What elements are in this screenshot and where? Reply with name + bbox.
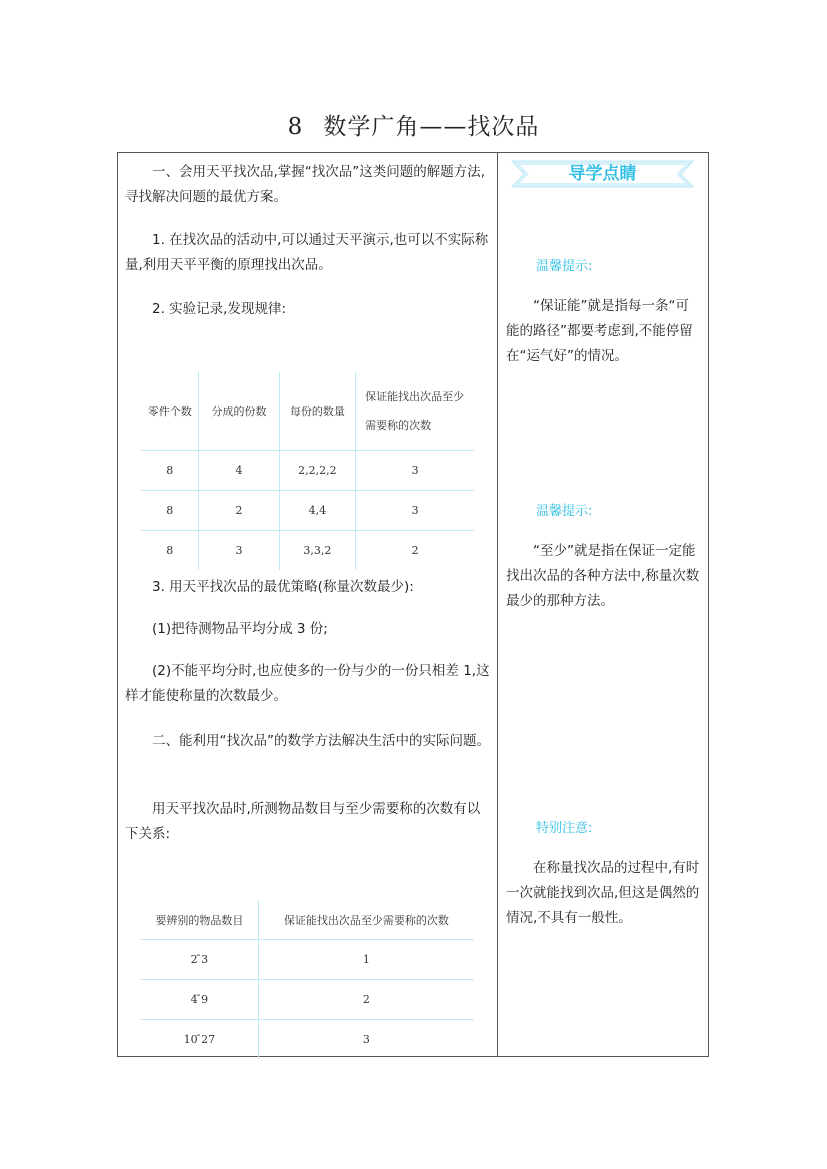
table-header-cell: 分成的份数	[199, 372, 279, 451]
strategy-one: (1)把待测物品平均分成 3 份;	[152, 621, 328, 637]
table-cell: 2	[258, 980, 474, 1020]
table-header-cell: 每份的数量	[279, 372, 356, 451]
strategy-two: (2)不能平均分时,也应使多的一份与少的一份只相差 1,这样才能使称量的次数最少。	[125, 663, 490, 704]
table-cell: 8	[141, 491, 199, 531]
tip-text-three: 在称量找次品的过程中,有时一次就能找到次品,但这是偶然的情况,不具有一般性。	[506, 860, 700, 926]
tip-text-two: “至少”就是指在保证一定能找出次品的各种方法中,称量次数最少的那种方法。	[506, 543, 700, 609]
point-one: 1. 在找次品的活动中,可以通过天平演示,也可以不实际称量,利用天平平衡的原理找出次品。	[125, 232, 489, 273]
tip-text-one: “保证能”就是指每一条“可能的路径”都要考虑到,不能停留在“运气好”的情况。	[506, 298, 693, 364]
table-cell: 2	[199, 491, 279, 531]
table-cell: 4	[199, 451, 279, 491]
table-row	[141, 451, 474, 491]
table-row	[141, 491, 474, 531]
relation-table	[141, 900, 474, 1059]
tip-label-two: 温馨提示:	[536, 504, 593, 519]
table-cell: 4 ̄9	[141, 980, 258, 1020]
table-row	[141, 531, 474, 571]
relation-intro: 用天平找次品时,所测物品数目与至少需要称的次数有以下关系:	[125, 801, 481, 842]
table-row	[141, 940, 474, 980]
table-cell: 10 ̄27	[183, 1033, 216, 1046]
experiment-table	[141, 372, 474, 570]
table-row	[141, 980, 474, 1020]
objective-two: 二、能利用“找次品”的数学方法解决生活中的实际问题。	[152, 733, 490, 749]
table-cell: 3	[258, 1020, 474, 1060]
table-cell: 2,2,2,2	[279, 451, 356, 491]
table-cell: 3	[356, 491, 474, 531]
table-header-cell: 零件个数	[141, 372, 199, 451]
table-header-cell: 保证能找出次品至少需要称的次数	[365, 390, 465, 432]
table-cell: 8	[166, 544, 174, 557]
table-cell: 2	[356, 531, 474, 571]
table-cell: 3	[356, 451, 474, 491]
table-cell: 3,3,2	[279, 531, 356, 571]
table-header-cell: 保证能找出次品至少需要称的次数	[258, 900, 474, 940]
section-number: 8	[287, 114, 304, 140]
table-cell: 3	[199, 531, 279, 571]
banner-label: 导学点睛	[568, 164, 637, 184]
table-cell: 1	[258, 940, 474, 980]
tip-label-three: 特别注意:	[536, 821, 593, 836]
point-two: 2. 实验记录,发现规律:	[152, 301, 287, 317]
table-cell: 8	[141, 451, 199, 491]
table-cell: 2 ̄3	[141, 940, 258, 980]
table-header-cell: 要辨别的物品数目	[141, 900, 258, 940]
table-row	[141, 1020, 474, 1060]
section-title: 数学广角——找次品	[323, 114, 540, 140]
table-cell: 4,4	[279, 491, 356, 531]
column-divider	[497, 152, 498, 1057]
point-three: 3. 用天平找次品的最优策略(称量次数最少):	[152, 579, 414, 595]
page-title	[0, 108, 827, 141]
tip-label-one: 温馨提示:	[536, 259, 593, 274]
objective-one: 一、会用天平找次品,掌握“找次品”这类问题的解题方法,寻找解决问题的最优方案。	[125, 164, 486, 205]
